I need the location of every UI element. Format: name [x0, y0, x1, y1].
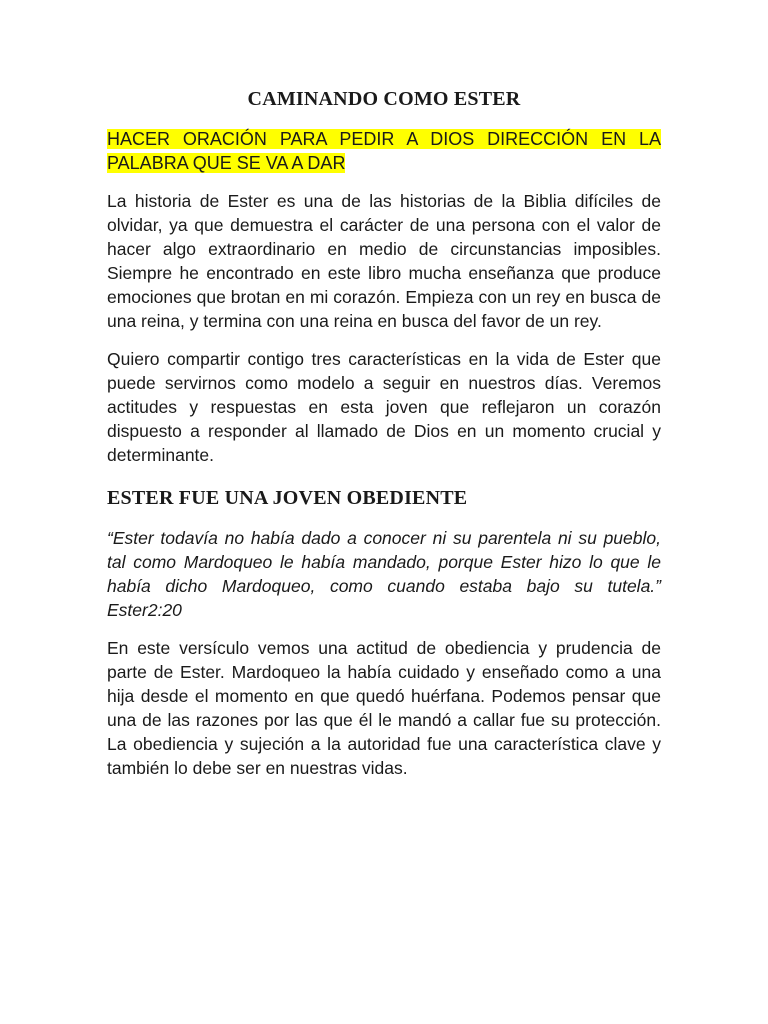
bible-quote: “Ester todavía no había dado a conocer ni su parentela ni su pueblo, tal como Mardoqueo le había mandado, porque Ester hizo lo que le había dicho Mardoqueo, como cuando estaba bajo su tutela.” Ester2:20: [107, 528, 661, 620]
characteristics-paragraph: Quiero compartir contigo tres características en la vida de Ester que puede servirnos como modelo a seguir en nuestros días. Veremos actitudes y respuestas en esta joven que reflejaron un corazón dispuesto a responder al llamado de Dios en un momento crucial y determinante.: [107, 349, 661, 465]
document-page: [107, 88, 661, 794]
prayer-note: [107, 127, 661, 175]
section-heading: ESTER FUE UNA JOVEN OBEDIENTE: [107, 487, 468, 509]
highlighted-prayer-note: HACER ORACIÓN PARA PEDIR A DIOS DIRECCIÓN EN LA PALABRA QUE SE VA A DAR: [107, 129, 661, 173]
intro-paragraph: La historia de Ester es una de las historias de la Biblia difíciles de olvidar, ya que demuestra el carácter de una persona con el valor de hacer algo extraordinario en medio de circunstancias imposibles. Siempre he encontrado en este libro mucha enseñanza que produce emociones que brotan en mi corazón. Empieza con un rey en busca de una reina, y termina con una reina en busca del favor de un rey.: [107, 191, 661, 331]
obedience-paragraph: En este versículo vemos una actitud de obediencia y prudencia de parte de Ester. Mardoqueo la había cuidado y enseñado como a una hija desde el momento en que quedó huérfana. Podemos pensar que una de las razones por las que él le mandó a callar fue su protección. La obediencia y sujeción a la autoridad fue una característica clave y también lo debe ser en nuestras vidas.: [107, 638, 661, 778]
document-title: CAMINANDO COMO ESTER: [247, 88, 521, 110]
